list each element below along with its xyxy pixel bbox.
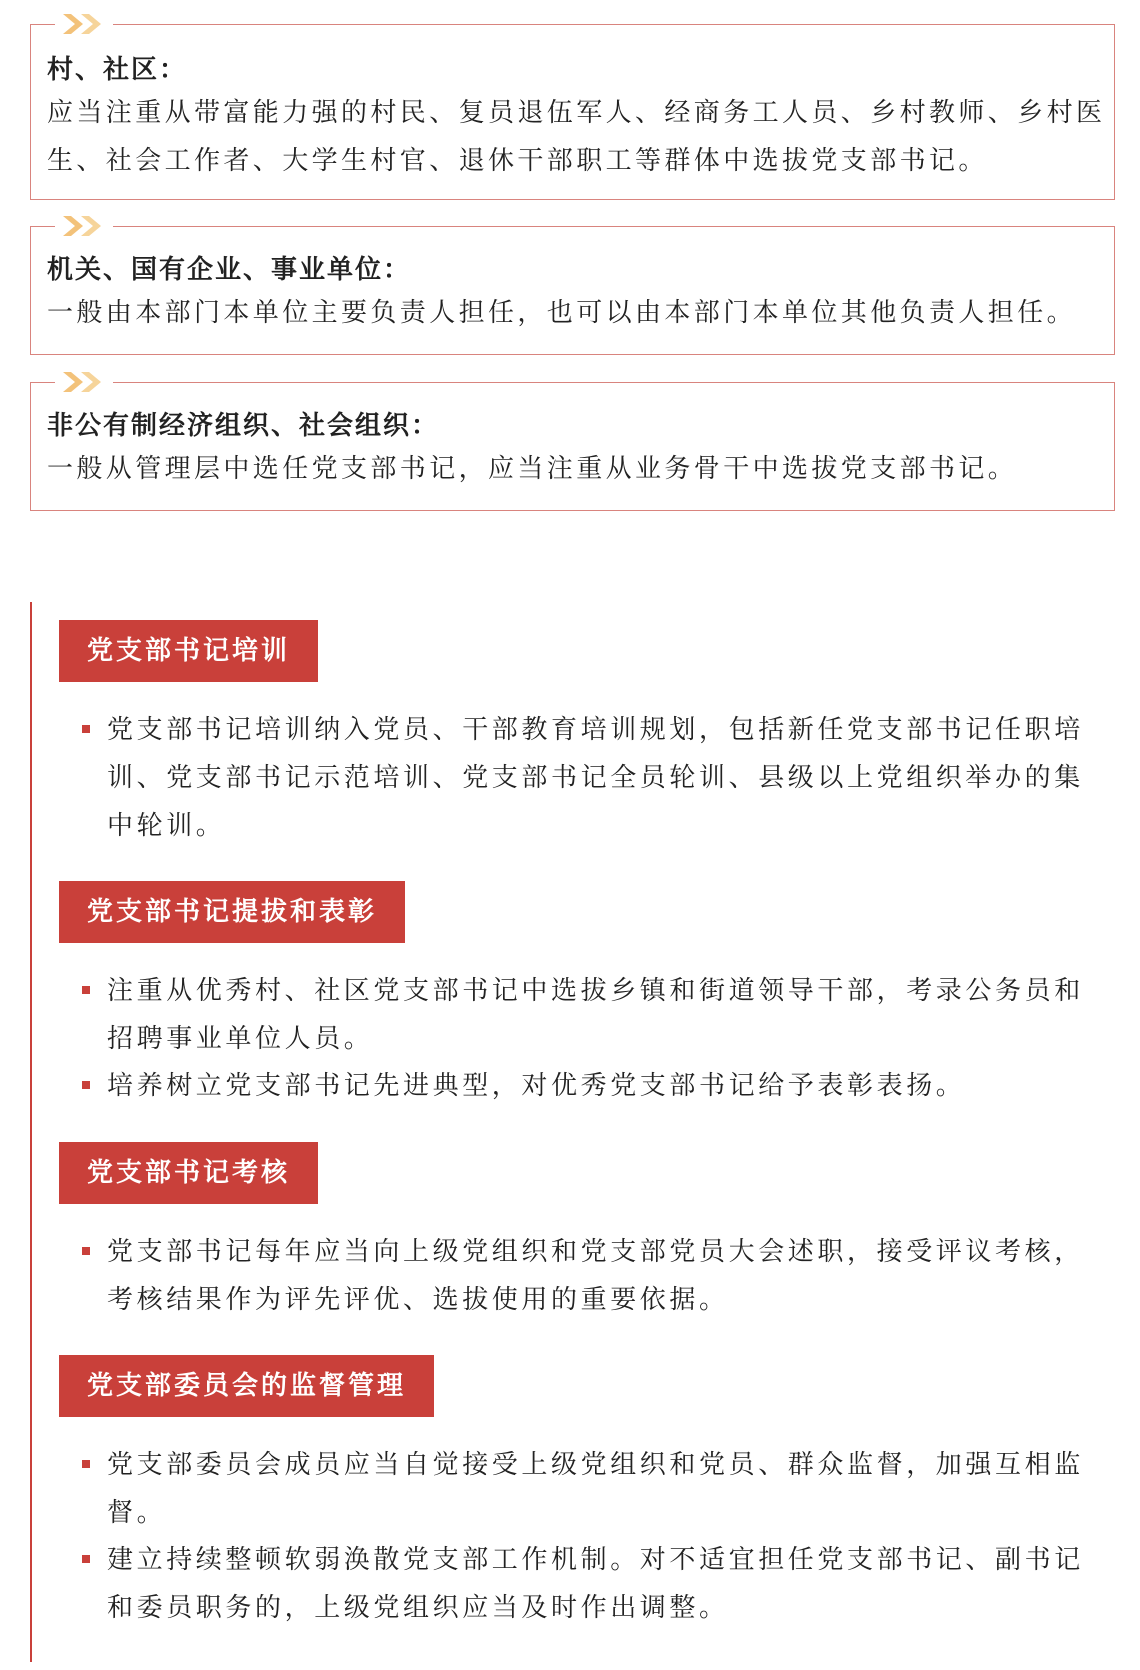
section-header-supervision: 党支部委员会的监督管理 [59,1355,434,1417]
square-bullet-icon [82,986,90,994]
card-title: 机关、国有企业、事业单位： [47,255,412,285]
card-title: 村、社区： [47,55,188,85]
list-item: 党支部书记培训纳入党员、干部教育培训规划，包括新任党支部书记任职培训、党支部书记示范培训、党支部书记全员轮训、县级以上党组织举办的集中轮训。 [107,715,1084,841]
square-bullet-icon [82,725,90,733]
section-header-training: 党支部书记培训 [59,620,318,682]
card-nonpublic [30,382,1115,511]
square-bullet-icon [82,1555,90,1563]
section-header-promotion: 党支部书记提拔和表彰 [59,881,405,943]
list-item: 党支部委员会成员应当自觉接受上级党组织和党员、群众监督，加强互相监督。 [107,1450,1084,1528]
card-text: 一般由本部门本单位主要负责人担任，也可以由本部门本单位其他负责人担任。 [47,298,1077,328]
card-village [30,24,1115,200]
card-government [30,226,1115,355]
square-bullet-icon [82,1460,90,1468]
section-header-assessment: 党支部书记考核 [59,1142,318,1204]
list-item: 建立持续整顿软弱涣散党支部工作机制。对不适宜担任党支部书记、副书记和委员职务的，上级党组织应当及时作出调整。 [107,1545,1084,1623]
square-bullet-icon [82,1081,90,1089]
double-chevron-icon [55,213,113,239]
square-bullet-icon [82,1247,90,1255]
double-chevron-icon [55,369,113,395]
card-title: 非公有制经济组织、社会组织： [47,411,440,441]
list-item: 党支部书记每年应当向上级党组织和党支部党员大会述职，接受评议考核，考核结果作为评先评优、选拔使用的重要依据。 [107,1237,1084,1315]
card-text: 一般从管理层中选任党支部书记，应当注重从业务骨干中选拔党支部书记。 [47,454,1018,484]
list-item: 培养树立党支部书记先进典型，对优秀党支部书记给予表彰表扬。 [107,1071,966,1101]
double-chevron-icon [55,11,113,37]
section-divider-line [30,602,32,1662]
list-item: 注重从优秀村、社区党支部书记中选拔乡镇和街道领导干部，考录公务员和招聘事业单位人员。 [107,976,1084,1054]
card-text: 应当注重从带富能力强的村民、复员退伍军人、经商务工人员、乡村教师、乡村医生、社会工作者、大学生村官、退休干部职工等群体中选拔党支部书记。 [47,98,1106,176]
